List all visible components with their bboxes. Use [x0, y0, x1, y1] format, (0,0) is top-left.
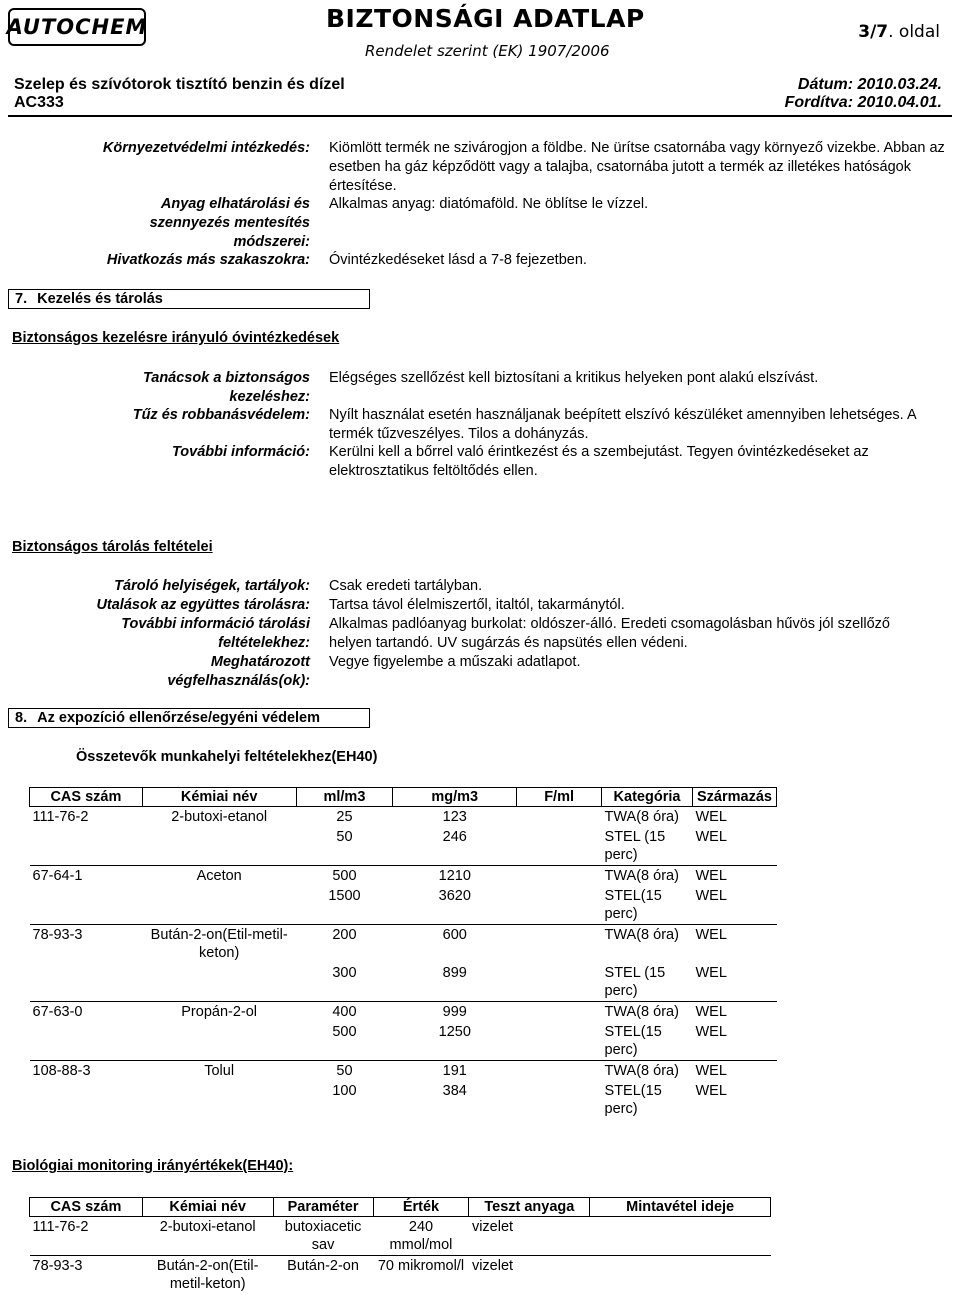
- section-8-bar: [8, 708, 370, 728]
- page-suffix: . oldal: [888, 22, 940, 42]
- translation-date: Fordítva: 2010.04.01.: [784, 94, 942, 111]
- exposure-cell-ml: 100: [332, 1083, 357, 1099]
- exposure-cell-mg: 999: [393, 1002, 517, 1023]
- exposure-cell-mg: 899: [442, 965, 467, 981]
- exposure-cell-cas: [30, 886, 143, 925]
- reference-value: Óvintézkedéseket lásd a 7-8 fejezetben.: [329, 252, 587, 268]
- bio-col-test: Teszt anyaga: [469, 1198, 590, 1217]
- exposure-cell-src: WEL: [695, 1083, 727, 1099]
- exposure-cell-name: [142, 963, 296, 1002]
- exposure-cell-ml: 50: [296, 1061, 393, 1082]
- exposure-cell-name: [142, 827, 296, 866]
- col-mg: mg/m3: [393, 788, 517, 807]
- exposure-cell-ml: 200: [296, 925, 393, 964]
- exposure-cell-cas: [30, 1081, 143, 1119]
- joint-storage-label: Utalások az együttes tárolásra:: [96, 597, 310, 613]
- exposure-cell-ml: 400: [296, 1002, 393, 1023]
- end-use-label: Meghatározott végfelhasználás(ok):: [167, 654, 310, 689]
- exposure-cell-cas: 111-76-2: [30, 807, 143, 828]
- exposure-cell-mg: 1250: [438, 1024, 471, 1040]
- exposure-cell-mg: 191: [393, 1061, 517, 1082]
- col-ml: ml/m3: [296, 788, 393, 807]
- exposure-cell-name: Propán-2-ol: [142, 1002, 296, 1023]
- exposure-cell-mg: 1210: [393, 866, 517, 887]
- exposure-header-row: [30, 788, 777, 807]
- section-7-number: 7.: [15, 291, 28, 307]
- exposure-row: [30, 827, 777, 866]
- col-f: F/ml: [517, 788, 602, 807]
- exposure-cell-cas: [30, 827, 143, 866]
- exposure-cell-ml: 500: [296, 866, 393, 887]
- exposure-row: [30, 866, 777, 887]
- joint-storage-value: Tartsa távol élelmiszertől, italtól, takarmánytól.: [329, 597, 625, 613]
- exposure-cell-src: WEL: [695, 965, 727, 981]
- exposure-cell-cat: STEL (15 perc): [604, 829, 666, 863]
- handling-info-label: További információ:: [171, 444, 310, 460]
- bio-cell-cas: 111-76-2: [30, 1217, 143, 1256]
- section-8-number: 8.: [15, 710, 28, 726]
- section-7-bar: [8, 289, 370, 309]
- document-title: BIZTONSÁGI ADATLAP: [326, 4, 645, 33]
- exposure-cell-f: [517, 1061, 602, 1082]
- product-code: AC333: [14, 94, 64, 111]
- exposure-cell-f: [517, 827, 602, 866]
- col-source: Származás: [692, 788, 776, 807]
- exposure-cell-name: 2-butoxi-etanol: [142, 807, 296, 828]
- exposure-cell-cas: 108-88-3: [30, 1061, 143, 1082]
- bio-cell-name: 2-butoxi-etanol: [142, 1217, 273, 1256]
- bio-col-value: Érték: [373, 1198, 469, 1217]
- fire-protection-value: Nyílt használat esetén használjanak beépített elszívó készüléket amennyiben lehetséges. A termék tűzveszélyes. Tilos a dohányzás.: [329, 407, 916, 442]
- exposure-row: [30, 1002, 777, 1023]
- col-name: Kémiai név: [142, 788, 296, 807]
- exposure-cell-cas: 67-63-0: [30, 1002, 143, 1023]
- header-divider: [8, 115, 952, 117]
- exposure-cell-cat: STEL(15 perc): [604, 1024, 662, 1058]
- exposure-row: [30, 1081, 777, 1119]
- exposure-cell-cat: TWA(8 óra): [602, 866, 693, 887]
- exposure-cell-src: WEL: [692, 807, 776, 828]
- product-name: Szelep és szívótorok tisztító benzin és dízel: [14, 76, 345, 93]
- env-measures-value: Kiömlött termék ne szivárogjon a földbe. Ne ürítse csatornába vagy környező vizekbe. Abban az esetben ha gáz képződött vagy a talajba, csatornába jutott a termék az illetékes hatóságok értesítése.: [329, 140, 945, 194]
- exposure-cell-f: [517, 807, 602, 828]
- bio-col-cas: CAS szám: [30, 1198, 143, 1217]
- company-logo: [8, 8, 146, 46]
- handling-advice-label: Tanácsok a biztonságos kezeléshez:: [142, 370, 310, 405]
- bio-col-param: Paraméter: [273, 1198, 373, 1217]
- exposure-cell-cas: 67-64-1: [30, 866, 143, 887]
- storage-heading: Biztonságos tárolás feltételei: [12, 539, 213, 555]
- bio-cell-value: 240 mmol/mol: [373, 1217, 469, 1256]
- exposure-cell-f: [517, 886, 602, 925]
- exposure-heading: Összetevők munkahelyi feltételekhez(EH40): [76, 749, 378, 765]
- document-subtitle: Rendelet szerint (EK) 1907/2006: [365, 42, 610, 60]
- exposure-cell-src: WEL: [692, 925, 776, 964]
- bio-heading: Biológiai monitoring irányértékek(EH40):: [12, 1158, 294, 1174]
- bio-cell-value: 70 mikromol/l: [373, 1256, 469, 1295]
- exposure-row: [30, 1061, 777, 1082]
- exposure-cell-mg: 246: [442, 829, 467, 845]
- exposure-cell-name: Bután-2-on(Etil-metil-keton): [142, 925, 296, 964]
- exposure-cell-cat: TWA(8 óra): [602, 807, 693, 828]
- logo-text: AUTOCHEM: [6, 15, 148, 39]
- bio-row: [30, 1256, 771, 1295]
- exposure-cell-ml: 500: [332, 1024, 357, 1040]
- exposure-cell-mg: 123: [393, 807, 517, 828]
- bio-cell-test: vizelet: [469, 1217, 590, 1256]
- exposure-cell-f: [517, 866, 602, 887]
- exposure-cell-name: Tolul: [142, 1061, 296, 1082]
- exposure-cell-name: Aceton: [142, 866, 296, 887]
- exposure-cell-cat: TWA(8 óra): [602, 1061, 693, 1082]
- exposure-cell-ml: 25: [296, 807, 393, 828]
- bio-cell-time: [590, 1217, 771, 1256]
- fire-protection-label: Tűz és robbanásvédelem:: [132, 407, 310, 423]
- exposure-cell-cat: TWA(8 óra): [602, 1002, 693, 1023]
- env-measures-label: Környezetvédelmi intézkedés:: [102, 140, 310, 156]
- handling-advice-value: Elégséges szellőzést kell biztosítani a kritikus helyeken pont alakú elszívást.: [329, 370, 819, 386]
- page-number: [858, 22, 940, 42]
- exposure-row: [30, 963, 777, 1002]
- exposure-cell-f: [517, 1022, 602, 1061]
- exposure-cell-f: [517, 1002, 602, 1023]
- exposure-cell-cas: 78-93-3: [30, 925, 143, 964]
- exposure-cell-cas: [30, 1022, 143, 1061]
- exposure-cell-cat: STEL(15 perc): [604, 888, 662, 922]
- bio-table: [29, 1197, 771, 1294]
- exposure-cell-mg: 600: [393, 925, 517, 964]
- exposure-cell-cat: STEL (15 perc): [604, 965, 666, 999]
- end-use-value: Vegye figyelembe a műszaki adatlapot.: [329, 654, 581, 670]
- exposure-row: [30, 886, 777, 925]
- exposure-cell-mg: 384: [442, 1083, 467, 1099]
- document-date: Dátum: 2010.03.24.: [797, 76, 942, 93]
- bio-cell-name: Bután-2-on(Etil-metil-keton): [142, 1256, 273, 1295]
- exposure-cell-src: WEL: [695, 1024, 727, 1040]
- bio-cell-test: vizelet: [469, 1256, 590, 1295]
- exposure-row: [30, 925, 777, 964]
- containment-value: Alkalmas anyag: diatómaföld. Ne öblítse le vízzel.: [329, 196, 649, 212]
- exposure-cell-ml: 1500: [328, 888, 361, 904]
- col-cas: CAS szám: [30, 788, 143, 807]
- exposure-cell-ml: 300: [332, 965, 357, 981]
- exposure-cell-src: WEL: [695, 829, 727, 845]
- page-current: 3/7: [858, 22, 889, 42]
- exposure-cell-mg: 3620: [438, 888, 471, 904]
- storage-rooms-label: Tároló helyiségek, tartályok:: [114, 578, 310, 594]
- exposure-cell-f: [517, 1081, 602, 1119]
- section-8-title: Az expozíció ellenőrzése/egyéni védelem: [37, 710, 320, 726]
- bio-cell-time: [590, 1256, 771, 1295]
- bio-col-name: Kémiai név: [142, 1198, 273, 1217]
- bio-cell-param: butoxiacetic sav: [273, 1217, 373, 1256]
- bio-cell-param: Bután-2-on: [273, 1256, 373, 1295]
- exposure-row: [30, 1022, 777, 1061]
- bio-row: [30, 1217, 771, 1256]
- exposure-cell-f: [517, 963, 602, 1002]
- exposure-cell-name: [142, 1081, 296, 1119]
- exposure-cell-name: [142, 886, 296, 925]
- exposure-table: [29, 787, 777, 1119]
- bio-col-time: Mintavétel ideje: [590, 1198, 771, 1217]
- exposure-cell-f: [517, 925, 602, 964]
- storage-info-value: Alkalmas padlóanyag burkolat: oldószer-álló. Eredeti csomagolásban hűvös jól szellőző helyen tartandó. UV sugárzás és napsütés ellen védeni.: [329, 616, 890, 651]
- section-7-title: Kezelés és tárolás: [37, 291, 163, 307]
- exposure-cell-name: [142, 1022, 296, 1061]
- exposure-cell-src: WEL: [695, 888, 727, 904]
- exposure-cell-cas: [30, 963, 143, 1002]
- col-category: Kategória: [602, 788, 693, 807]
- reference-label: Hivatkozás más szakaszokra:: [106, 252, 310, 268]
- exposure-cell-cat: STEL(15 perc): [604, 1083, 662, 1117]
- handling-heading: Biztonságos kezelésre irányuló óvintézkedések: [12, 330, 340, 346]
- exposure-row: [30, 807, 777, 828]
- containment-label: Anyag elhatárolási és szennyezés mentesítés módszerei:: [149, 196, 310, 250]
- bio-cell-cas: 78-93-3: [30, 1256, 143, 1295]
- exposure-cell-src: WEL: [692, 1061, 776, 1082]
- exposure-cell-src: WEL: [692, 866, 776, 887]
- exposure-cell-cat: TWA(8 óra): [602, 925, 693, 964]
- storage-rooms-value: Csak eredeti tartályban.: [329, 578, 483, 594]
- exposure-cell-ml: 50: [336, 829, 353, 845]
- exposure-cell-src: WEL: [692, 1002, 776, 1023]
- handling-info-value: Kerülni kell a bőrrel való érintkezést és a szembejutást. Tegyen óvintézkedéseket az elektrosztatikus feltöltődés ellen.: [329, 444, 869, 479]
- bio-header-row: [30, 1198, 771, 1217]
- storage-info-label: További információ tárolási feltételekhez:: [121, 616, 310, 651]
